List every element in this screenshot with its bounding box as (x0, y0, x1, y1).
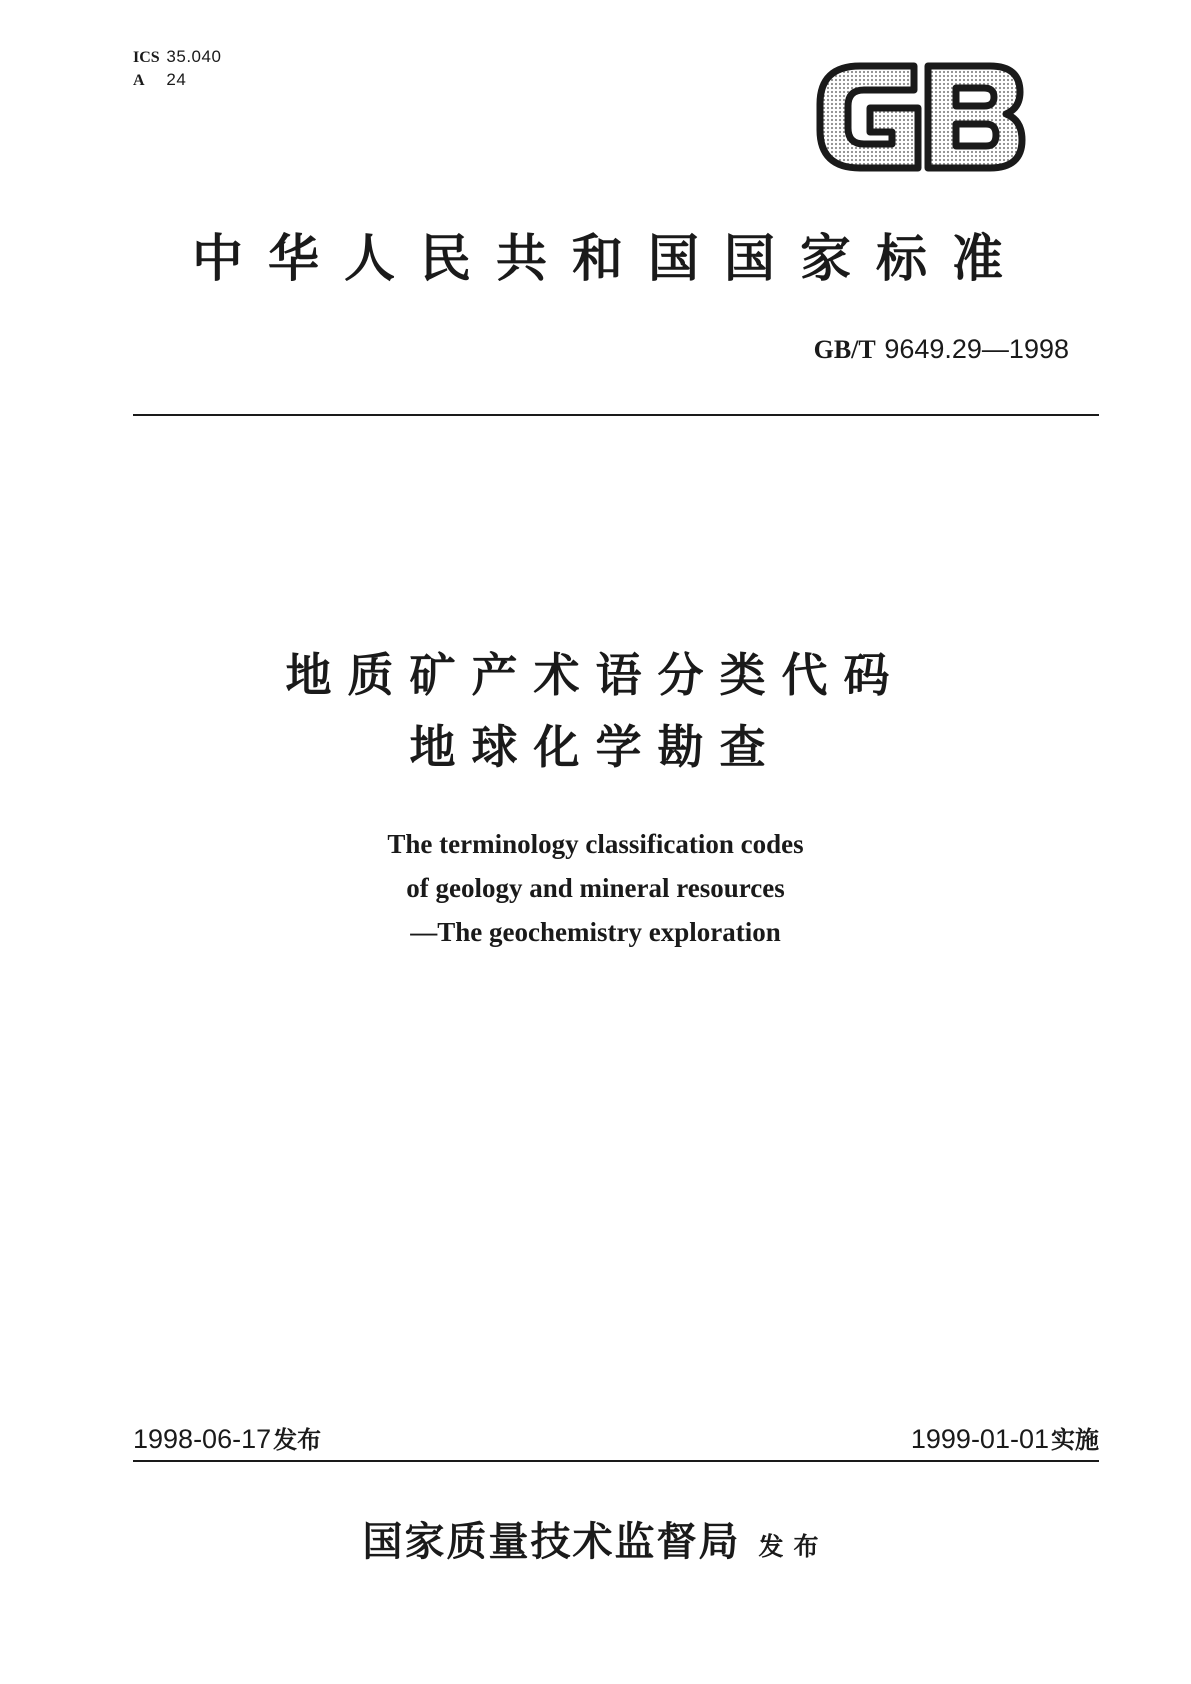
title-cn-line-2: 地球化学勘查 (409, 720, 782, 774)
ccs-code (133, 69, 221, 92)
header-divider (133, 414, 1099, 416)
title-en (0, 822, 1191, 954)
issue-date (133, 1422, 321, 1457)
standard-number (814, 332, 1069, 367)
issue-date-value: 1998-06-17 (133, 1424, 272, 1454)
issuer-action: 发布 (758, 1532, 829, 1561)
issuer-name: 国家质量技术监督局 (362, 1518, 741, 1565)
title-en-line-1: The terminology classification codes (387, 829, 804, 859)
title-en-line-3: —The geochemistry exploration (410, 917, 781, 947)
issue-date-label: 发布 (273, 1426, 322, 1454)
ics-label: ICS (133, 49, 160, 66)
footer-divider (133, 1460, 1099, 1462)
standard-prefix: GB/T (813, 335, 876, 364)
gb-logo-mark (814, 58, 1028, 176)
ccs-label: A (133, 72, 145, 89)
effective-date-value: 1999-01-01 (910, 1424, 1049, 1454)
ccs-value: 24 (166, 70, 187, 89)
title-cn-line-1: 地质矿产术语分类代码 (285, 648, 906, 702)
ics-code (133, 46, 221, 69)
issuing-authority (0, 1512, 1191, 1580)
classification-codes (133, 46, 221, 92)
gb-logo (814, 58, 1028, 176)
standard-code: 9649.29—1998 (884, 334, 1069, 364)
ics-value: 35.040 (166, 47, 222, 66)
effective-date-label: 实施 (1051, 1426, 1099, 1454)
national-standard-heading: 中华人民共和国国家标准 (191, 229, 1028, 289)
title-en-line-2: of geology and mineral resources (406, 873, 785, 903)
effective-date (911, 1422, 1099, 1457)
